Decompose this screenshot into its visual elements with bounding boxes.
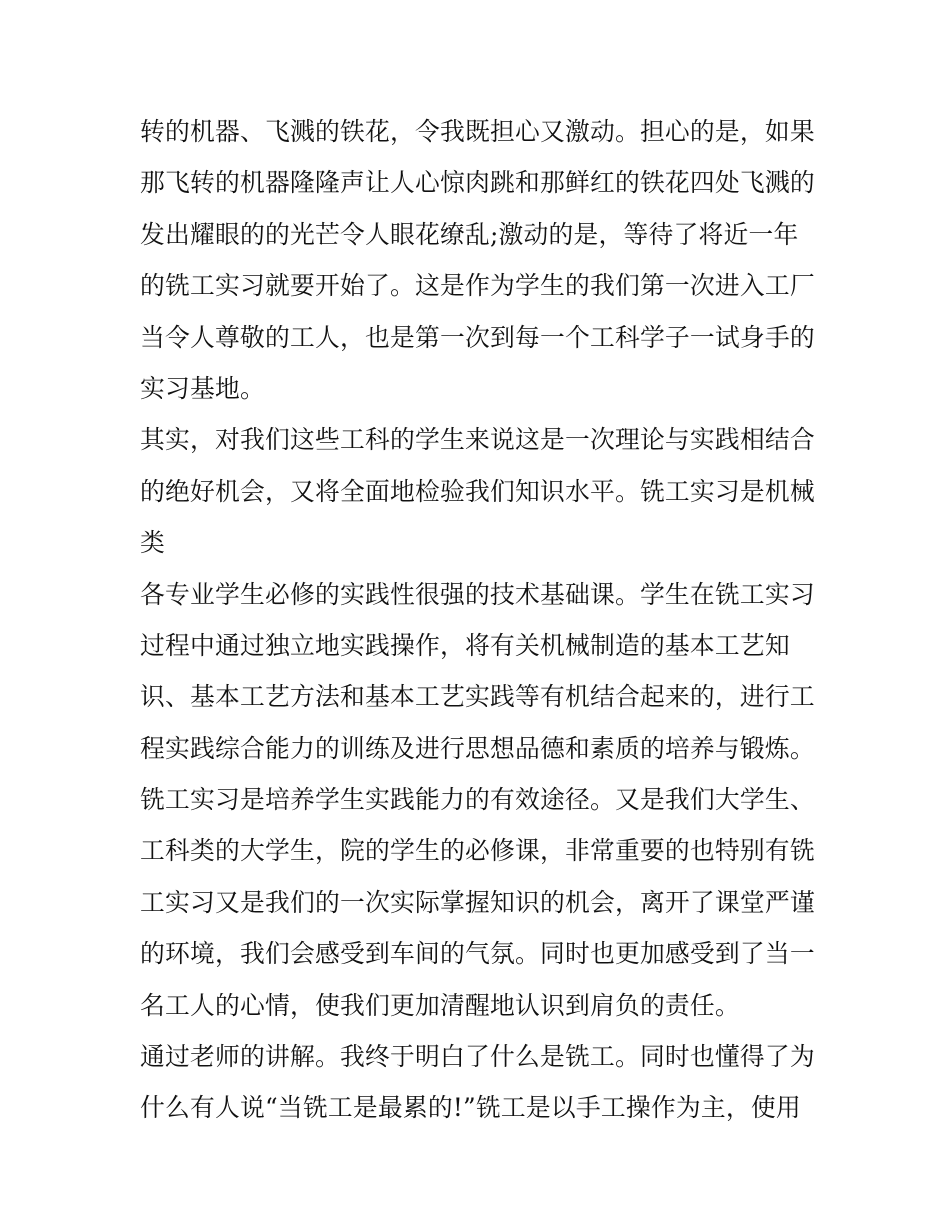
text-line-3: 发出耀眼的的光芒令人眼花缭乱;激动的是，等待了将近一年 — [140, 219, 799, 249]
text-line-7: 其实，对我们这些工科的学生来说这是一次理论与实践相结合 — [140, 425, 815, 455]
body-text — [140, 106, 820, 1134]
text-line-16: 工实习又是我们的一次实际掌握知识的机会，离开了课堂严谨 — [140, 887, 815, 917]
text-line-2: 那飞转的机器隆隆声让人心惊肉跳和那鲜红的铁花四处飞溅的 — [140, 168, 815, 198]
text-line-18: 名工人的心情，使我们更加清醒地认识到肩负的责任。 — [140, 990, 740, 1020]
text-line-8: 的绝好机会，又将全面地检验我们知识水平。铣工实习是机械 — [140, 476, 815, 506]
text-line-15: 工科类的大学生，院的学生的必修课，非常重要的也特别有铣 — [140, 836, 815, 866]
text-line-4: 的铣工实习就要开始了。这是作为学生的我们第一次进入工厂 — [140, 271, 815, 301]
text-line-20: 什么有人说“当铣工是最累的!”铣工是以手工操作为主，使用 — [140, 1093, 801, 1123]
text-line-14: 铣工实习是培养学生实践能力的有效途径。又是我们大学生、 — [140, 785, 815, 815]
text-line-5: 当令人尊敬的工人，也是第一次到每一个工科学子一试身手的 — [140, 322, 815, 352]
text-line-9: 类 — [140, 528, 165, 558]
text-line-11: 过程中通过独立地实践操作，将有关机械制造的基本工艺知 — [140, 630, 790, 660]
text-line-10: 各专业学生必修的实践性很强的技术基础课。学生在铣工实习 — [140, 579, 815, 609]
text-line-1: 转的机器、飞溅的铁花，令我既担心又激动。担心的是，如果 — [140, 117, 815, 146]
text-line-6: 实习基地。 — [140, 373, 265, 403]
text-line-13: 程实践综合能力的训练及进行思想品德和素质的培养与锻炼。 — [140, 733, 815, 763]
text-line-19: 通过老师的讲解。我终于明白了什么是铣工。同时也懂得了为 — [140, 1042, 815, 1072]
text-line-17: 的环境，我们会感受到车间的气氛。同时也更加感受到了当一 — [140, 939, 815, 969]
text-line-12: 识、基本工艺方法和基本工艺实践等有机结合起来的，进行工 — [140, 682, 815, 712]
